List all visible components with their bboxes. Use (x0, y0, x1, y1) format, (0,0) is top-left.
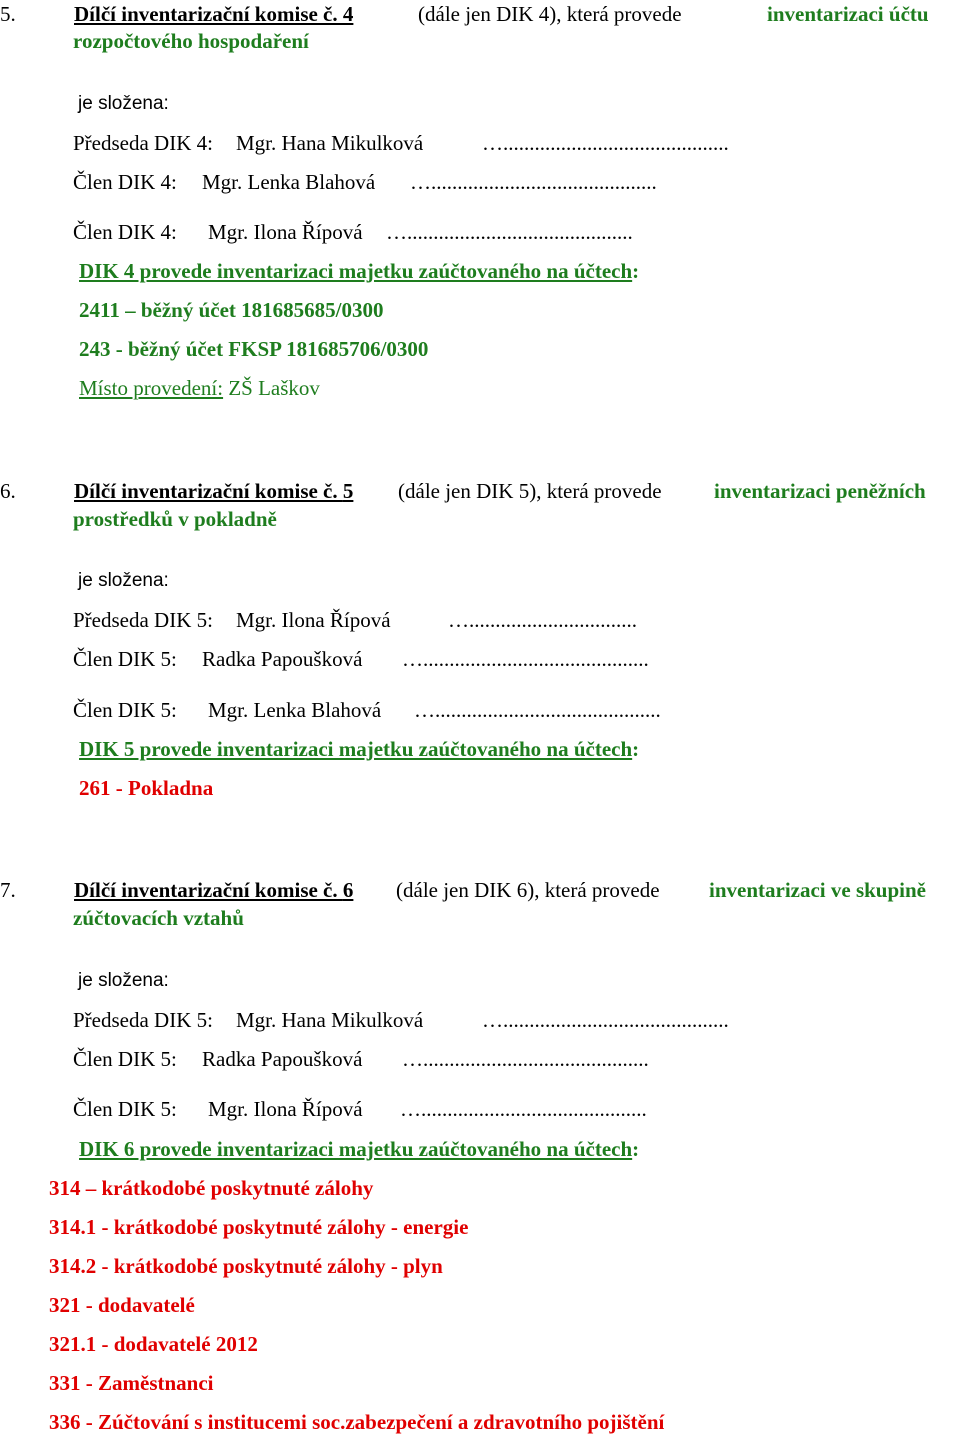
section-6-chair-name: Mgr. Ilona Řípová (236, 608, 391, 632)
section-5-desc: (dále jen DIK 4), která provede (418, 2, 682, 26)
section-5-number: 5. (0, 2, 16, 26)
section-7-account: 331 - Zaměstnanci (49, 1371, 214, 1395)
section-5-member2-role: Člen DIK 4: (73, 220, 177, 244)
section-6-account: 261 - Pokladna (79, 776, 214, 800)
section-5-goal-line2: rozpočtového hospodaření (73, 29, 309, 53)
section-7-account: 314 – krátkodobé poskytnuté zálohy (49, 1176, 374, 1200)
section-5-account: 2411 – běžný účet 181685685/0300 (79, 298, 384, 322)
section-6-member1-dots: …........................................... (402, 647, 649, 671)
section-6-chair-dots: …................................ (448, 608, 637, 632)
section-7-member2-role: Člen DIK 5: (73, 1097, 177, 1121)
section-7-composed-label: je složena: (78, 970, 169, 991)
section-5-member1-name: Mgr. Lenka Blahová (202, 170, 376, 194)
section-7-member2-dots: …........................................... (400, 1097, 647, 1121)
section-7-member2-name: Mgr. Ilona Řípová (208, 1097, 363, 1121)
section-5-member2-name: Mgr. Ilona Řípová (208, 220, 363, 244)
section-7-goal-line2: zúčtovacích vztahů (73, 906, 244, 930)
section-7-account: 314.2 - krátkodobé poskytnuté zálohy - plyn (49, 1254, 443, 1278)
section-5-goal-line1: inventarizaci účtu (767, 2, 929, 26)
section-7-goal-line1: inventarizaci ve skupině (709, 878, 927, 902)
section-6-goal-line2: prostředků v pokladně (73, 507, 277, 531)
section-5-composed-label: je složena: (78, 93, 169, 114)
section-7-account: 314.1 - krátkodobé poskytnuté zálohy - energie (49, 1215, 469, 1239)
section-7-desc: (dále jen DIK 6), která provede (396, 878, 660, 902)
section-5-member1-role: Člen DIK 4: (73, 170, 177, 194)
section-6-desc: (dále jen DIK 5), která provede (398, 479, 662, 503)
section-5-member1-dots: …........................................... (410, 170, 657, 194)
section-7-member1-role: Člen DIK 5: (73, 1047, 177, 1071)
section-7-account: 336 - Zúčtování s institucemi soc.zabezpečení a zdravotního pojištění (49, 1410, 665, 1434)
section-5-chair-dots: …........................................... (482, 131, 729, 155)
section-6-provide-heading: DIK 5 provede inventarizaci majetku zaúčtovaného na účtech: (79, 737, 640, 761)
section-7-account: 321 - dodavatelé (49, 1293, 195, 1317)
section-7-chair-dots: …........................................... (482, 1008, 729, 1032)
section-5-place (79, 375, 320, 401)
section-5-member2-dots: …........................................... (386, 220, 633, 244)
place-label: Místo provedení: (79, 376, 224, 400)
section-6-member2-role: Člen DIK 5: (73, 698, 177, 722)
section-7-account: 321.1 - dodavatelé 2012 (49, 1332, 258, 1356)
section-5-title: Dílčí inventarizační komise č. 4 (74, 2, 354, 26)
section-6-goal-line1: inventarizaci peněžních (714, 479, 926, 503)
section-6-composed-label: je složena: (78, 570, 169, 591)
section-6-member2-dots: …........................................... (414, 698, 661, 722)
section-7-member1-dots: …........................................... (402, 1047, 649, 1071)
section-6-member1-role: Člen DIK 5: (73, 647, 177, 671)
section-7-provide-heading: DIK 6 provede inventarizaci majetku zaúčtovaného na účtech: (79, 1137, 640, 1161)
section-5-account: 243 - běžný účet FKSP 181685706/0300 (79, 337, 429, 361)
section-6-chair-role: Předseda DIK 5: (73, 608, 213, 632)
section-7-member1-name: Radka Papoušková (202, 1047, 363, 1071)
section-5-chair-name: Mgr. Hana Mikulková (236, 131, 424, 155)
section-6-title: Dílčí inventarizační komise č. 5 (74, 479, 354, 503)
section-6-member1-name: Radka Papoušková (202, 647, 363, 671)
section-6-number: 6. (0, 479, 16, 503)
section-7-chair-role: Předseda DIK 5: (73, 1008, 213, 1032)
section-7-title: Dílčí inventarizační komise č. 6 (74, 878, 354, 902)
section-5-chair-role: Předseda DIK 4: (73, 131, 213, 155)
section-7-chair-name: Mgr. Hana Mikulková (236, 1008, 424, 1032)
section-6-member2-name: Mgr. Lenka Blahová (208, 698, 382, 722)
section-5-provide-heading: DIK 4 provede inventarizaci majetku zaúčtovaného na účtech: (79, 259, 640, 283)
place-value: ZŠ Laškov (228, 376, 320, 400)
section-7-number: 7. (0, 878, 16, 902)
